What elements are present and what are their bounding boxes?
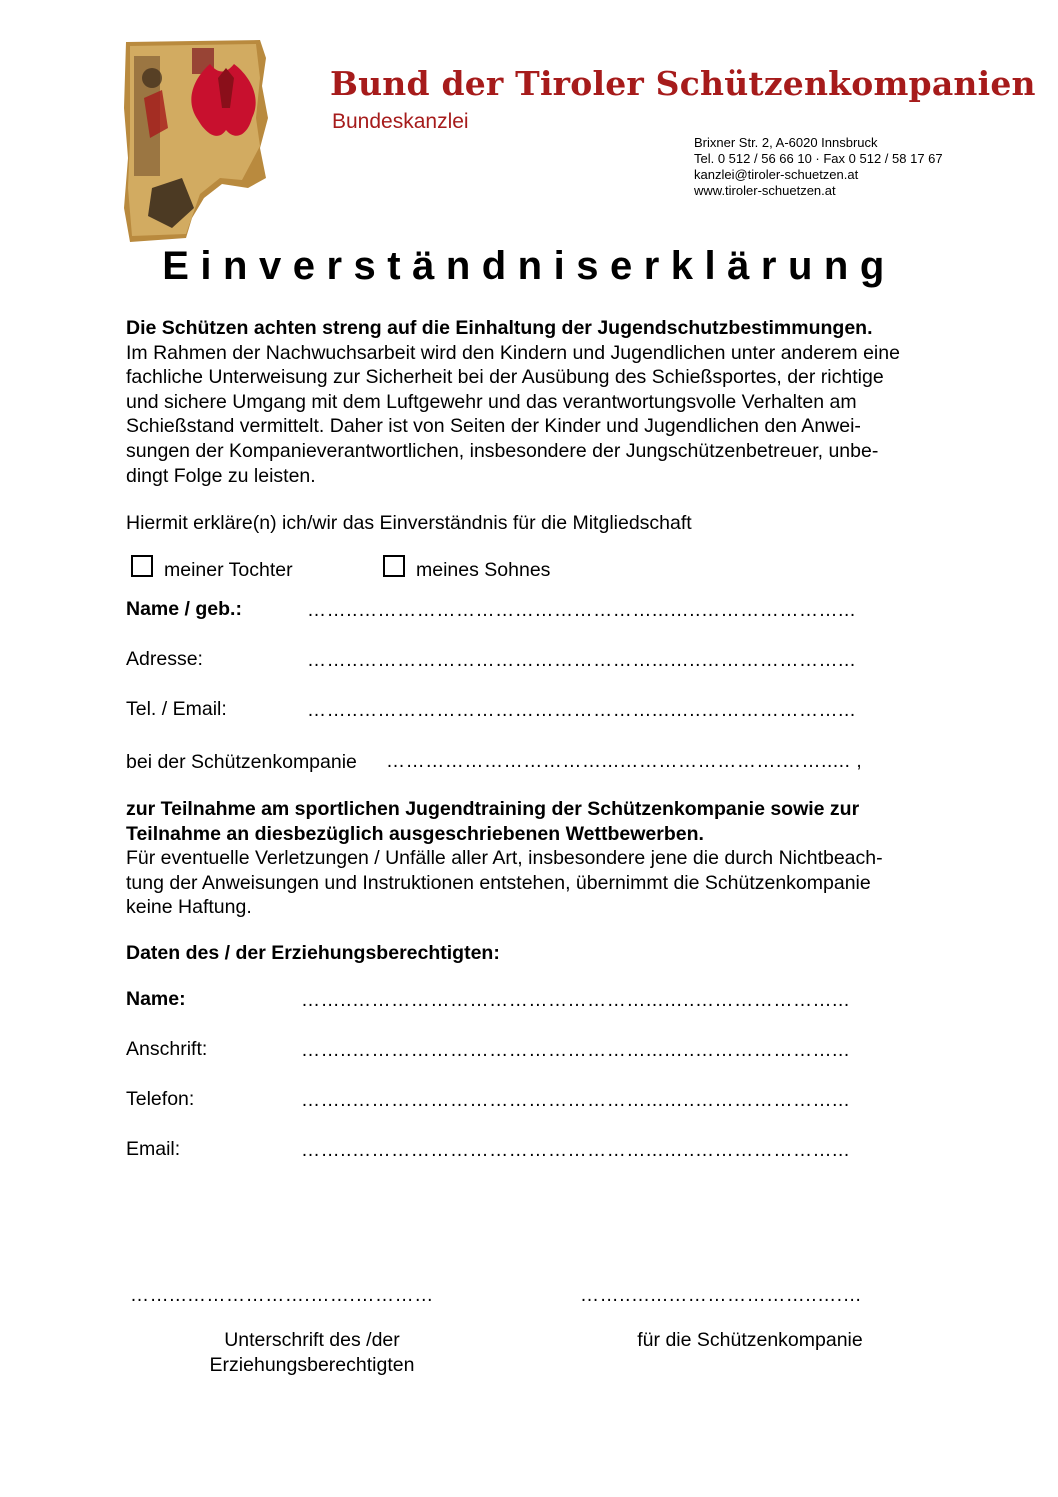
company-field[interactable]: ……………………………...…………………….……..... , bbox=[386, 751, 863, 772]
intro-line: Schießstand vermittelt. Daher ist von Seiten der Kinder und Jugendlichen den Anwei- bbox=[126, 415, 861, 438]
guardian-email-label: Email: bbox=[126, 1138, 181, 1160]
guardian-name-label: Name: bbox=[126, 988, 186, 1010]
guardian-phone-field[interactable]: ……..………………………………………...…..…………………... bbox=[301, 1090, 850, 1111]
child-name-field[interactable]: ……..………………………………………...…..…………………... bbox=[307, 600, 856, 621]
company-signature-field[interactable]: ……..…...…………………..….… bbox=[580, 1285, 863, 1306]
organization-name: Bund der Tiroler Schützenkompanien bbox=[330, 64, 1036, 103]
company-signature-label: für die Schützenkompanie bbox=[637, 1329, 863, 1351]
address-email[interactable]: kanzlei@tiroler-schuetzen.at bbox=[694, 167, 859, 182]
guardian-signature-label-2: Erziehungsberechtigten bbox=[209, 1354, 415, 1376]
intro-line: und sichere Umgang mit dem Luftgewehr und das verantwortungsvolle Verhalten am bbox=[126, 390, 857, 413]
organization-subtitle: Bundeskanzlei bbox=[332, 110, 469, 133]
participation-line: keine Haftung. bbox=[126, 896, 252, 919]
guardian-address-label: Anschrift: bbox=[126, 1038, 208, 1060]
participation-paragraph bbox=[126, 797, 883, 920]
guardian-signature-label: Unterschrift des /der bbox=[224, 1329, 400, 1351]
child-contact-label: Tel. / Email: bbox=[126, 698, 227, 720]
coat-of-arms-logo bbox=[122, 38, 270, 244]
address-street: Brixner Str. 2, A-6020 Innsbruck bbox=[694, 135, 878, 150]
participation-bold-line: zur Teilnahme am sportlichen Jugendtraining der Schützenkompanie sowie zur bbox=[126, 798, 860, 820]
consent-statement: Hiermit erkläre(n) ich/wir das Einverständnis für die Mitgliedschaft bbox=[126, 512, 692, 534]
child-address-field[interactable]: ……..………………………………………...…..…………………... bbox=[307, 650, 856, 671]
intro-paragraph bbox=[126, 316, 900, 488]
guardian-email-field[interactable]: ……..………………………………………...…..…………………... bbox=[301, 1140, 850, 1161]
intro-line: dingt Folge zu leisten. bbox=[126, 464, 316, 487]
daughter-checkbox[interactable] bbox=[131, 555, 153, 577]
participation-line: tung der Anweisungen und Instruktionen entstehen, übernimmt die Schützenkompanie bbox=[126, 871, 871, 894]
guardian-signature-field[interactable]: ……...……………….…….………… bbox=[130, 1285, 434, 1306]
address-phone-fax: Tel. 0 512 / 56 66 10 · Fax 0 512 / 58 17 67 bbox=[694, 151, 943, 166]
daughter-label: meiner Tochter bbox=[164, 559, 293, 581]
child-name-label: Name / geb.: bbox=[126, 598, 242, 620]
document-title: Einverständniserklärung bbox=[162, 244, 896, 288]
child-address-label: Adresse: bbox=[126, 648, 203, 670]
company-label: bei der Schützenkompanie bbox=[126, 751, 357, 773]
intro-line: Im Rahmen der Nachwuchsarbeit wird den Kindern und Jugendlichen unter anderem eine bbox=[126, 341, 900, 364]
guardian-heading: Daten des / der Erziehungsberechtigten: bbox=[126, 942, 500, 964]
guardian-name-field[interactable]: ……..………………………………………...…..…………………... bbox=[301, 990, 850, 1011]
guardian-address-field[interactable]: ……..………………………………………...…..…………………... bbox=[301, 1040, 850, 1061]
child-contact-field[interactable]: ……..………………………………………...…..…………………... bbox=[307, 700, 856, 721]
participation-line: Für eventuelle Verletzungen / Unfälle aller Art, insbesondere jene die durch Nichtbeach- bbox=[126, 847, 883, 870]
intro-bold-line: Die Schützen achten streng auf die Einhaltung der Jugendschutzbestimmungen. bbox=[126, 317, 873, 339]
intro-line: fachliche Unterweisung zur Sicherheit bei der Ausübung des Schießsportes, der richtige bbox=[126, 366, 884, 389]
guardian-phone-label: Telefon: bbox=[126, 1088, 195, 1110]
intro-line: sungen der Kompanieverantwortlichen, insbesondere der Jungschützenbetreuer, unbe- bbox=[126, 439, 879, 462]
address-website[interactable]: www.tiroler-schuetzen.at bbox=[694, 183, 836, 198]
son-label: meines Sohnes bbox=[416, 559, 551, 581]
son-checkbox[interactable] bbox=[383, 555, 405, 577]
participation-bold-line: Teilnahme an diesbezüglich ausgeschriebenen Wettbewerben. bbox=[126, 822, 704, 845]
